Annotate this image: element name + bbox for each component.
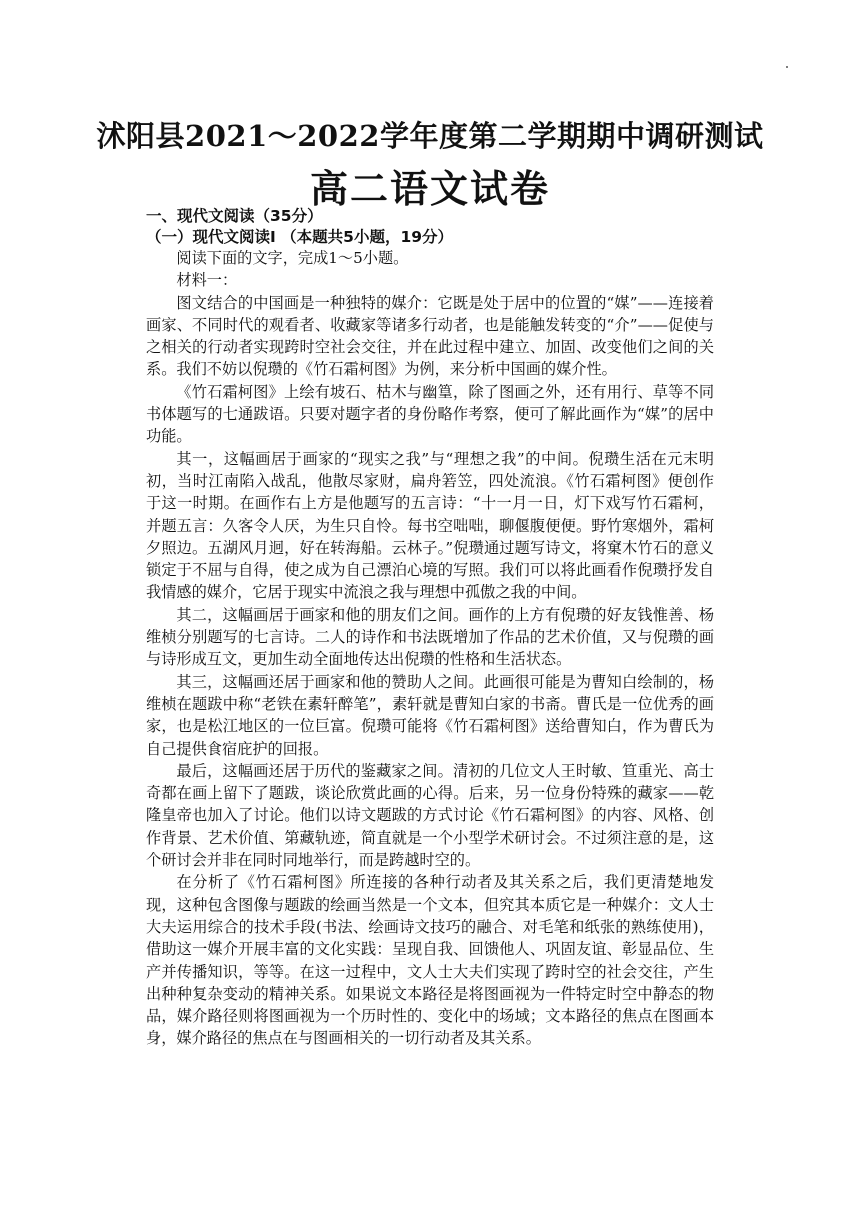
passage-paragraph: 《竹石霜柯图》上绘有坡石、枯木与幽篁，除了图画之外，还有用行、草等不同书体题写的七通跋语。只要对题字者的身份略作考察，便可了解此画作为“媒”的居中功能。 [146,382,714,446]
passage-paragraph: 其三，这幅画还居于画家和他的赞助人之间。此画很可能是为曹知白绘制的，杨维桢在题跋中称“老铁在素轩醉笔”，素轩就是曹知白家的书斋。曹氏是一位优秀的画家，也是松江地区的一位巨富。倪瓒可能将《竹石霜柯图》送给曹知白，作为曹氏为自己提供食宿庇护的回报。 [146,672,714,758]
section-subheading: （一）现代文阅读I （本题共5小题，19分） [146,228,454,246]
section-heading: 一、现代文阅读（35分） [146,207,323,225]
passage-paragraph: 在分析了《竹石霜柯图》所连接的各种行动者及其关系之后，我们更清楚地发现，这种包含图像与题跋的绘画当然是一个文本，但究其本质它是一种媒介：文人士大夫运用综合的技术手段(书法、绘画诗文技巧的融合、对毛笔和纸张的熟练使用)，借助这一媒介开展丰富的文化实践：呈现自我、回馈他人、巩固友谊、彰显品位、生产并传播知识，等等。在这一过程中，文人士大夫们实现了跨时空的社会交往，产生出种种复杂变动的精神关系。如果说文本路径是将图画视为一件特定时空中静态的物品，媒介路径则将图画视为一个历时性的、变化中的场域；文本路径的焦点在图画本身，媒介路径的焦点在与图画相关的一切行动者及其关系。 [146,873,714,1048]
exam-subtitle: 高二语文试卷 [309,167,550,211]
passage-paragraph: 其二，这幅画居于画家和他的朋友们之间。画作的上方有倪瓒的好友钱惟善、杨维桢分别题写的七言诗。二人的诗作和书法既增加了作品的艺术价值，又与倪瓒的画与诗形成互文，更加生动全面地传达出倪瓒的性格和生活状态。 [146,605,714,669]
passage-paragraph: 最后，这幅画还居于历代的鉴藏家之间。清初的几位文人王时敏、笪重光、高士奇都在画上留下了题跋，谈论欣赏此画的心得。后来，另一位身份特殊的藏家——乾隆皇帝也加入了讨论。他们以诗文题跋的方式讨论《竹石霜柯图》的内容、风格、创作背景、艺术价值、第藏轨迹，简直就是一个小型学术研讨会。不过须注意的是，这个研讨会并非在同时同地举行，而是跨越时空的。 [146,761,714,870]
passage-paragraph: 其一，这幅画居于画家的“现实之我”与“理想之我”的中间。倪瓒生活在元末明初，当时江南陷入战乱，他散尽家财，扁舟箬笠，四处流浪。《竹石霜柯图》便创作于这一时期。在画作右上方是他题写的五言诗：“十一月一日，灯下戏写竹石霜柯，并题五言：久客令人厌，为生只自怜。每书空咄咄，聊偃腹便便。野竹寒烟外，霜柯夕照边。五湖风月迥，好在转海船。云林子。”倪瓒通过题写诗文，将窠木竹石的意义锁定于不屈与自得，使之成为自己漂泊心境的写照。我们可以将此画看作倪瓒抒发自我情感的媒介，它居于现实中流浪之我与理想中孤傲之我的中间。 [146,449,714,602]
instruction-paragraph: 阅读下面的文字，完成1～5小题。 [176,249,409,267]
exam-title: 沭阳县2021～2022学年度第二学期期中调研测试 [96,119,764,153]
corner-dot-mark [786,66,788,68]
reading-passage [146,247,714,1050]
passage-paragraph: 图文结合的中国画是一种独特的媒介：它既是处于居中的位置的“媒”——连接着画家、不同时代的观看者、收藏家等诸多行动者，也是能触发转变的“介”——促使与之相关的行动者实现跨时空社会交往，并在此过程中建立、加固、改变他们之间的关系。我们不妨以倪瓒的《竹石霜柯图》为例，来分析中国画的媒介性。 [146,293,714,379]
material-label: 材料一： [176,271,238,290]
